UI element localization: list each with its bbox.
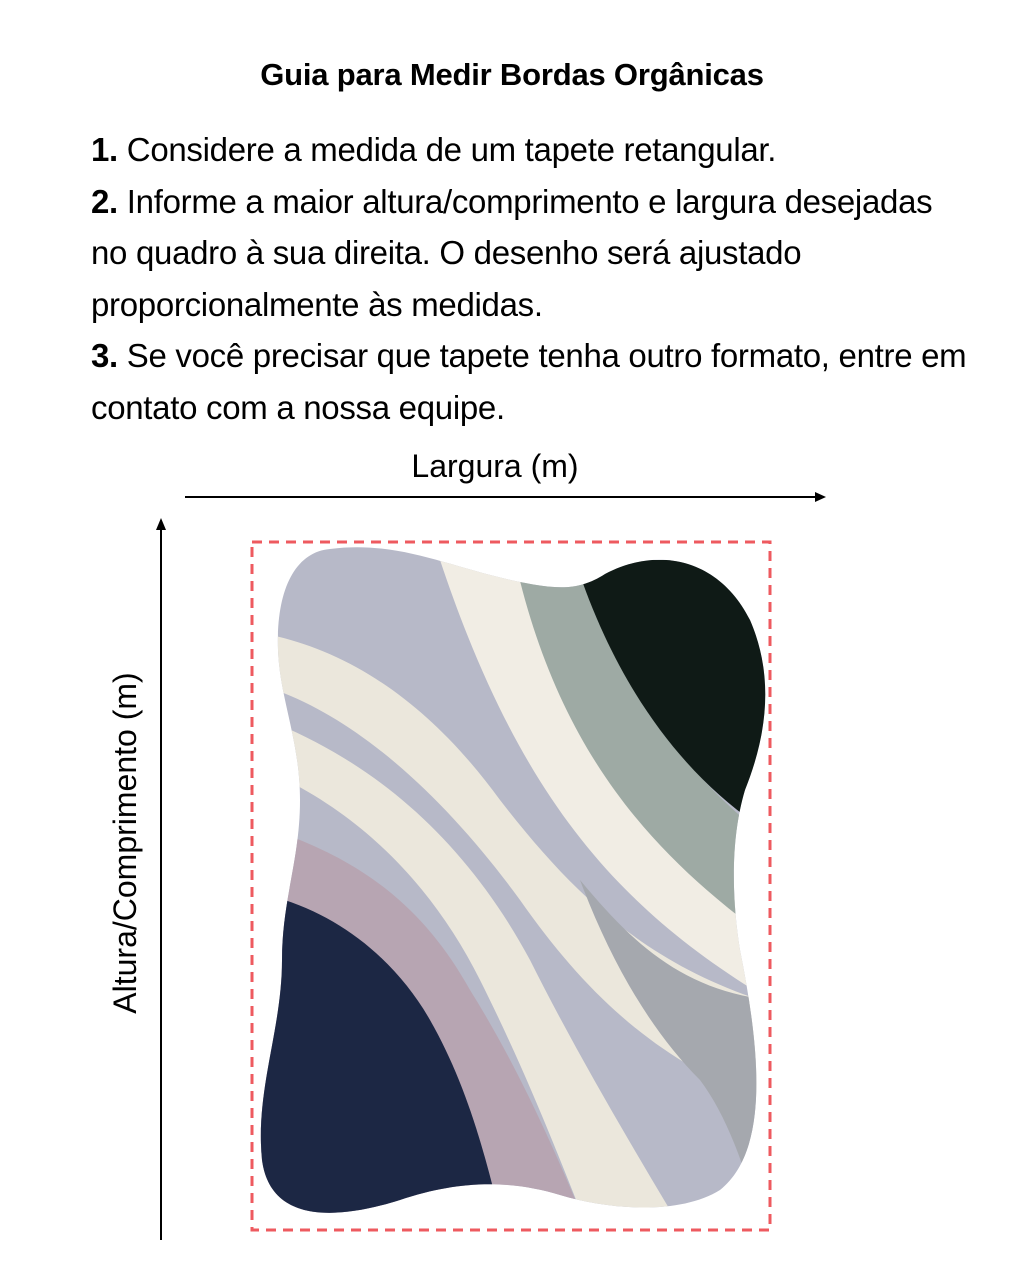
step-3-text: Se você precisar que tapete tenha outro formato, entre em contato com a nossa equipe. — [91, 337, 967, 426]
step-2-number: 2. — [91, 182, 118, 220]
height-arrow — [156, 518, 166, 1240]
step-1-text: Considere a medida de um tapete retangular. — [117, 131, 777, 168]
width-arrow — [185, 492, 826, 502]
width-axis-label: Largura (m) — [411, 448, 579, 484]
step-3-number: 3. — [91, 337, 118, 375]
step-1-number: 1. — [91, 131, 118, 168]
page-title: Guia para Medir Bordas Orgânicas — [260, 57, 764, 92]
height-axis-label: Altura/Comprimento (m) — [107, 672, 143, 1014]
organic-rug — [240, 530, 800, 1260]
step-2-text: Informe a maior altura/comprimento e largura desejadas no quadro à sua direita. O desenho será ajustado proporcionalmente às medidas. — [91, 182, 933, 323]
